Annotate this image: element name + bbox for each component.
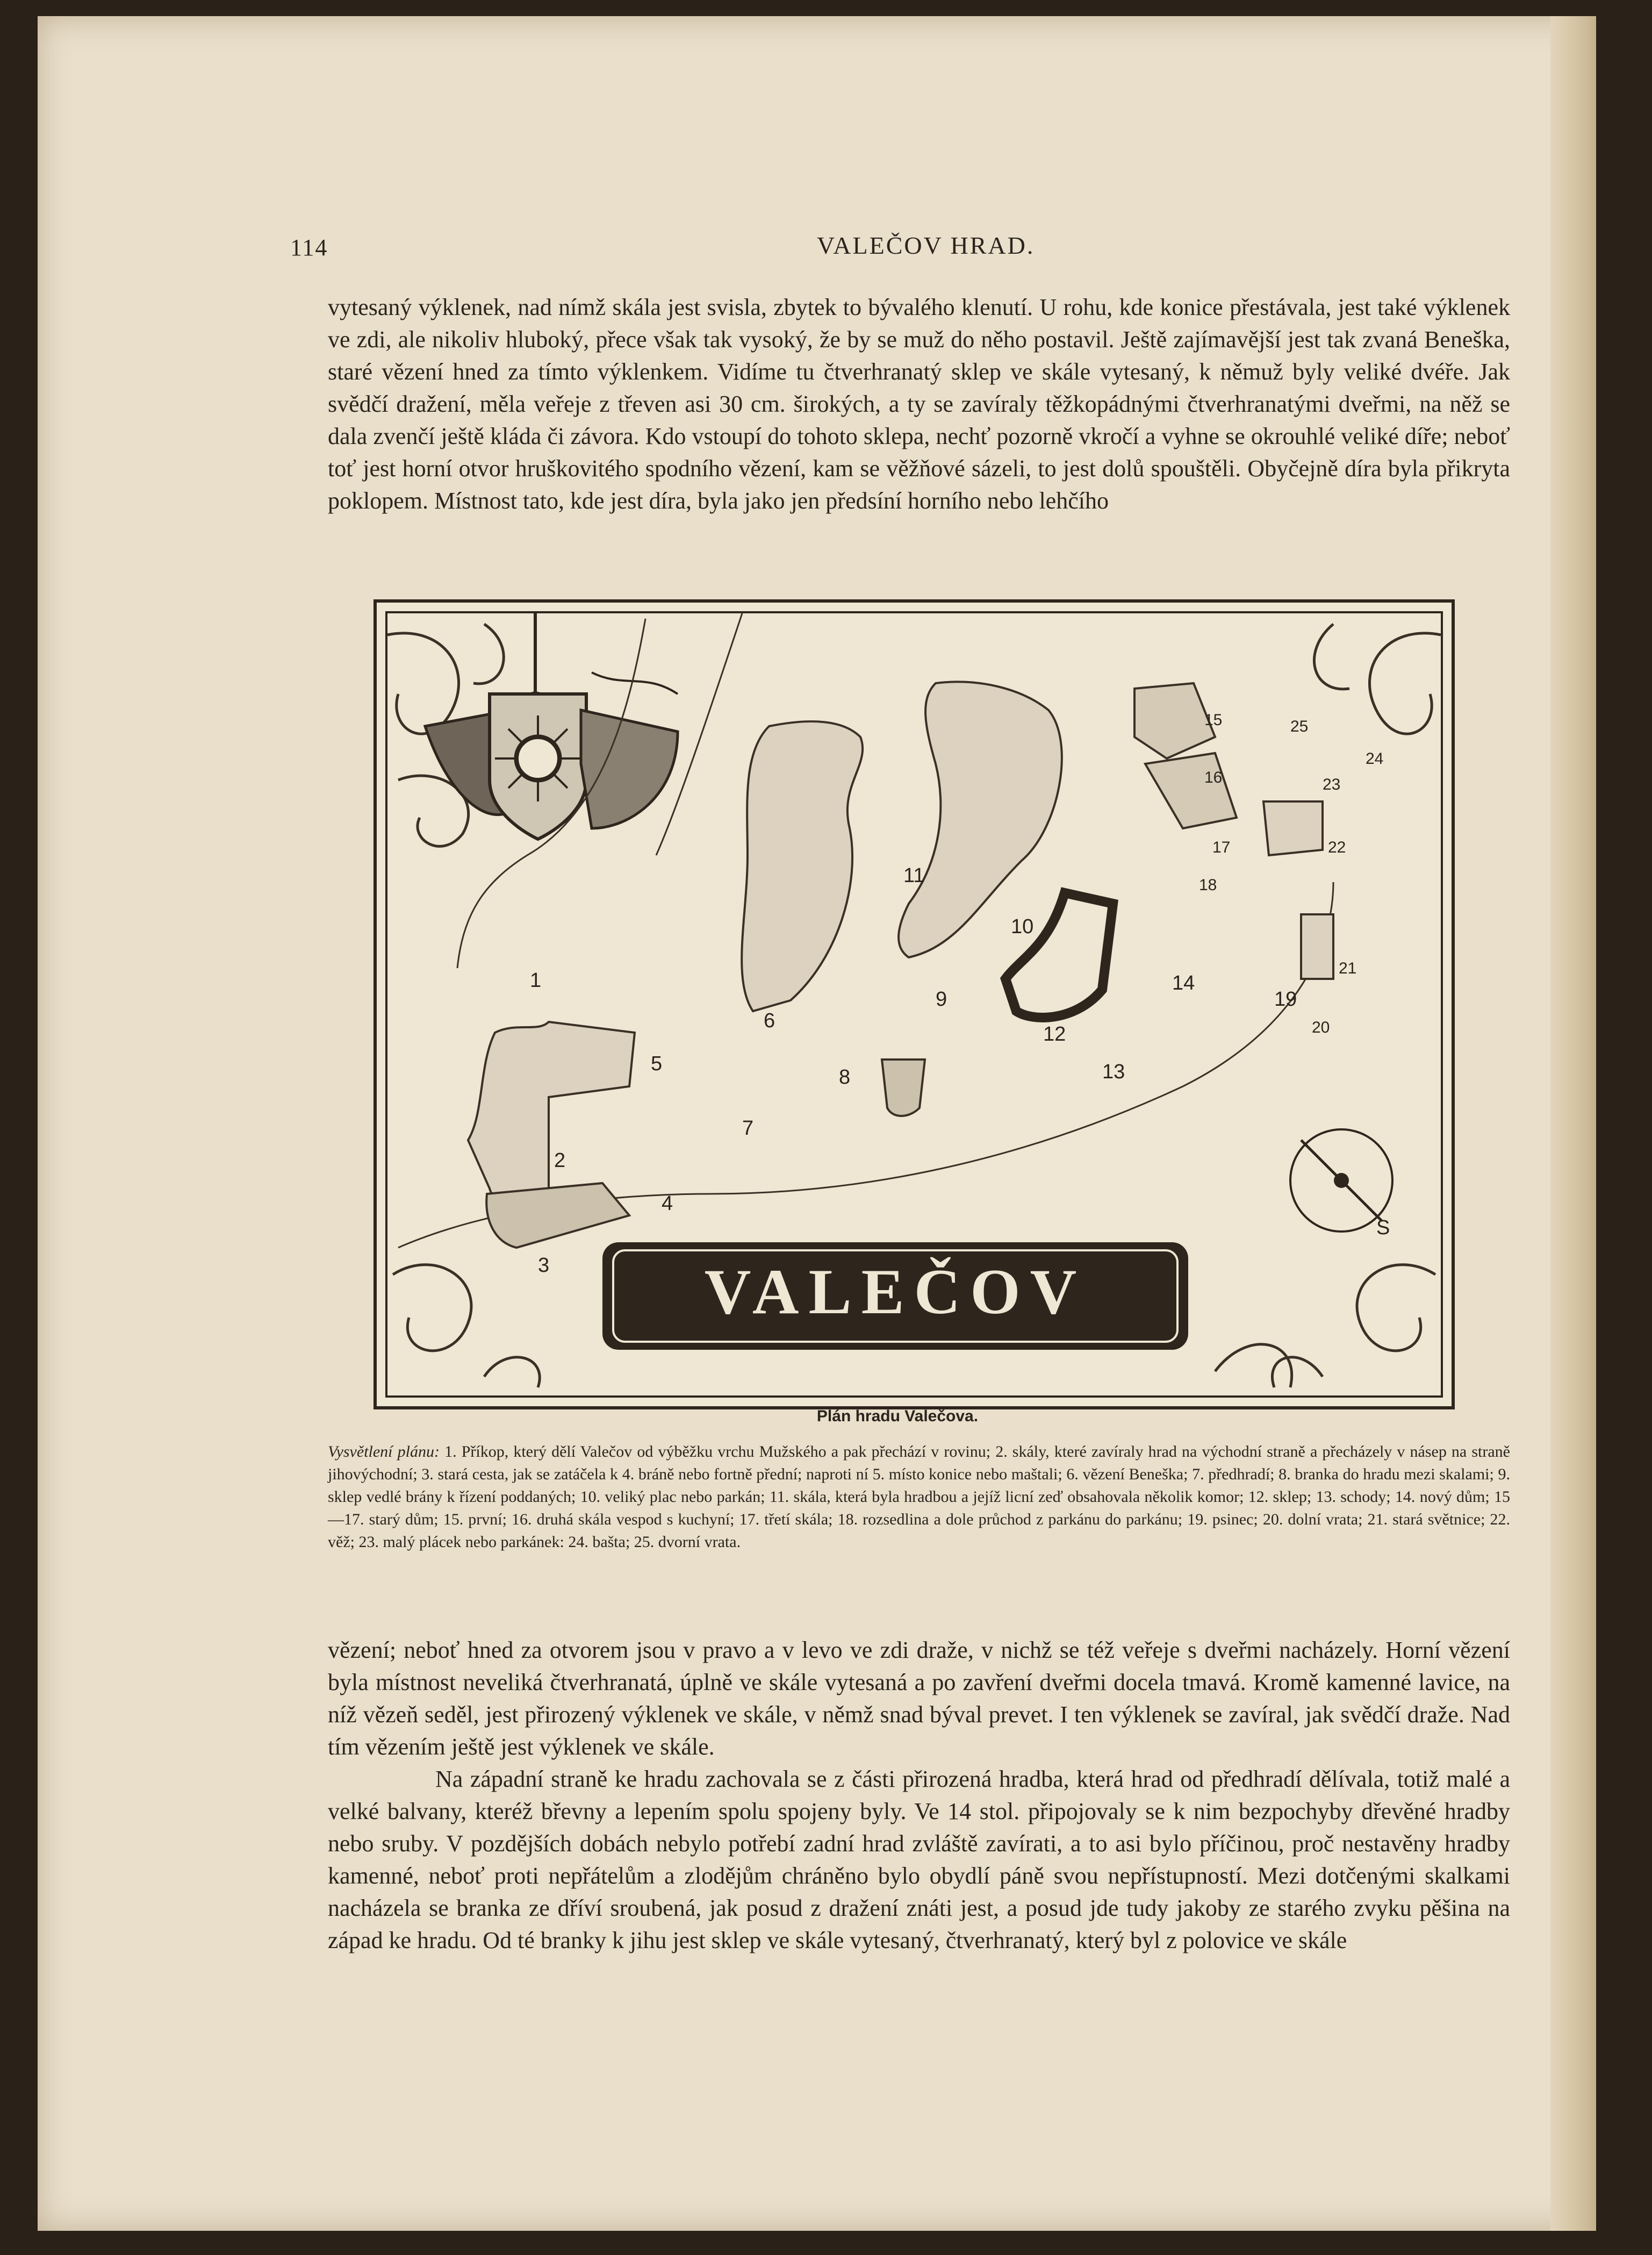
room-21: [1301, 914, 1333, 979]
castle-plan-illustration: [374, 599, 1455, 1409]
plan-label: 10: [1011, 915, 1034, 938]
ornament-bottom-right-icon: [1215, 1265, 1435, 1387]
plan-label: 19: [1274, 988, 1297, 1011]
rock-15: [1134, 683, 1215, 758]
compass-rose-icon: [1290, 1129, 1392, 1239]
plan-label: 23: [1323, 776, 1341, 793]
plan-label: 8: [839, 1066, 851, 1089]
rock-11: [742, 721, 863, 1011]
new-house-14: [1005, 893, 1113, 1018]
plan-label: 12: [1043, 1023, 1066, 1046]
plan-label: 21: [1339, 960, 1357, 977]
rock-gate: [486, 1183, 629, 1248]
rock-2: [468, 1022, 635, 1205]
rock-14-area: [899, 682, 1062, 957]
plan-label: 18: [1199, 876, 1217, 894]
body-text-top: [328, 291, 1510, 517]
body-text-bottom: [328, 1634, 1510, 1957]
plan-label: 22: [1328, 839, 1346, 856]
book-page: [38, 16, 1596, 2231]
tower-22: [1263, 801, 1323, 855]
plan-label: 2: [554, 1149, 566, 1172]
plan-label: 16: [1204, 769, 1223, 786]
plan-label: 25: [1290, 718, 1309, 735]
plan-label: 4: [662, 1192, 673, 1215]
legend-text: 1. Příkop, který dělí Valečov od výběžku vrchu Mužského a pak přechází v rovinu; 2. skály, které zavíraly hrad na východní straně a přecházely v násep na straně jihovýchodní; 3. stará cesta, jak se zatáčela k 4. bráně nebo fortně přední; naproti ní 5. místo konice nebo maštali; 6. vězení Beneška; 7. předhradí; 8. branka do hradu mezi skalami; 9. sklep vedlé brány k řízení poddaných; 10. veliký plac nebo parkán; 11. skála, která byla hradbou a jejíž licní zeď obsahovala několik komor; 12. sklep; 13. schody; 14. nový dům; 15—17. starý dům; 15. první; 16. druhá skála vespod s kuchyní; 17. třetí skála; 18. rozsedlina a dole průchod z parkánu do parkánu; 19. psinec; 20. dolní vrata; 21. stará světnice; 22. věž; 23. malý plácek nebo parkánek: 24. bašta; 25. dvorní vrata.: [328, 1443, 1510, 1551]
ornament-top-right-icon: [1314, 624, 1441, 734]
plan-label: 11: [903, 864, 925, 887]
page-number: 114: [290, 234, 328, 261]
plan-drawing: [377, 603, 1452, 1406]
ornament-bottom-left-icon: [393, 1265, 540, 1387]
svg-text:S: S: [1376, 1216, 1390, 1239]
plan-label: 1: [530, 969, 542, 992]
plan-label: 14: [1172, 972, 1195, 994]
paragraph: vězení; neboť hned za otvorem jsou v pravo a v levo ve zdi draže, v nichž se též veřeje s dveřmi nacházely. Horní vězení byla místnost neveliká čtverhranatá, úplně ve skále vytesaná a po zavření dveřmi docela tmavá. Kromě kamenné lavice, na níž vězeň seděl, jest přirozený výklenek ve skále, v němž snad býval prevet. I ten výklenek se zavíral, jak svědčí draže. Nad tím vězením ještě jest výklenek ve skále.: [328, 1637, 1510, 1760]
plan-label: 20: [1312, 1019, 1330, 1036]
plan-label: 17: [1212, 839, 1231, 856]
page-edge: [1550, 16, 1596, 2231]
figure-legend: [328, 1441, 1510, 1554]
plan-label: 24: [1366, 750, 1384, 768]
plan-label: 3: [538, 1254, 550, 1277]
plan-label: 15: [1204, 711, 1223, 729]
running-head: VALEČOV HRAD.: [817, 232, 1035, 259]
plan-label: 5: [651, 1053, 663, 1075]
cartouche-text: VALEČOV: [704, 1256, 1087, 1327]
paragraph: Na západní straně ke hradu zachovala se z části přirozená hradba, která hrad od předhradí dělívala, totiž malé a velké balvany, kteréž břevny a lepením spolu spojeny byly. Ve 14 stol. připojovaly se k nim bezpochyby dřevěné hradby nebo sruby. V pozdějších dobách nebylo potřebí zadní hrad zvláště zavírati, a to asi bylo příčinou, proč nestavěny hradby kamenné, neboť proti nepřátelům a zlodějům chráněno bylo obydlí páně svou nepřístupností. Mezi dotčenými skalkami nacházela se branka ze dříví sroubená, jak posud z dražení znáti jest, a posud jde tudy jakoby ze starého zvyku pěšina na západ ke hradu. Od té branky k jihu jest sklep ve skále vytesaný, čtverhranatý, který byl z polovice ve skále: [328, 1766, 1510, 1953]
paragraph: vytesaný výklenek, nad nímž skála jest svisla, zbytek to bývalého klenutí. U rohu, kde konice přestávala, jest také výklenek ve zdi, ale nikoliv hluboký, přece však tak vysoký, že by se muž do něho postavil. Ještě zajímavější jest tak zvaná Beneška, staré vězení hned za tímto výklenkem. Vidíme tu čtverhranatý sklep ve skále vytesaný, k němuž byly veliké dvéře. Jak svědčí dražení, měla veřeje z třeven asi 30 cm. širokých, a ty se zavíraly těžkopádnými čtverhranatými dveřmi, na něž se dala zvenčí ještě kláda či závora. Kdo vstoupí do tohoto sklepa, nechť pozorně vkročí a vyhne se okrouhlé veliké díře; neboť toť jest horní otvor hruškovitého spodního vězení, kam se věžňové sázeli, to jest dolů spouštěli. Obyčejně díra byla přikryta poklopem. Místnost tato, kde jest díra, byla jako jen předsíní horního nebo lehčího: [328, 294, 1510, 514]
plan-label: 9: [936, 988, 947, 1011]
legend-lead: Vysvětlení plánu:: [328, 1443, 440, 1461]
rock-16: [1145, 753, 1237, 828]
figure-caption-title: Plán hradu Valečova.: [816, 1407, 979, 1425]
plan-label: 6: [764, 1010, 775, 1032]
plan-label: 13: [1102, 1061, 1125, 1083]
gate-8: [882, 1060, 925, 1116]
plan-label: 7: [742, 1117, 754, 1140]
